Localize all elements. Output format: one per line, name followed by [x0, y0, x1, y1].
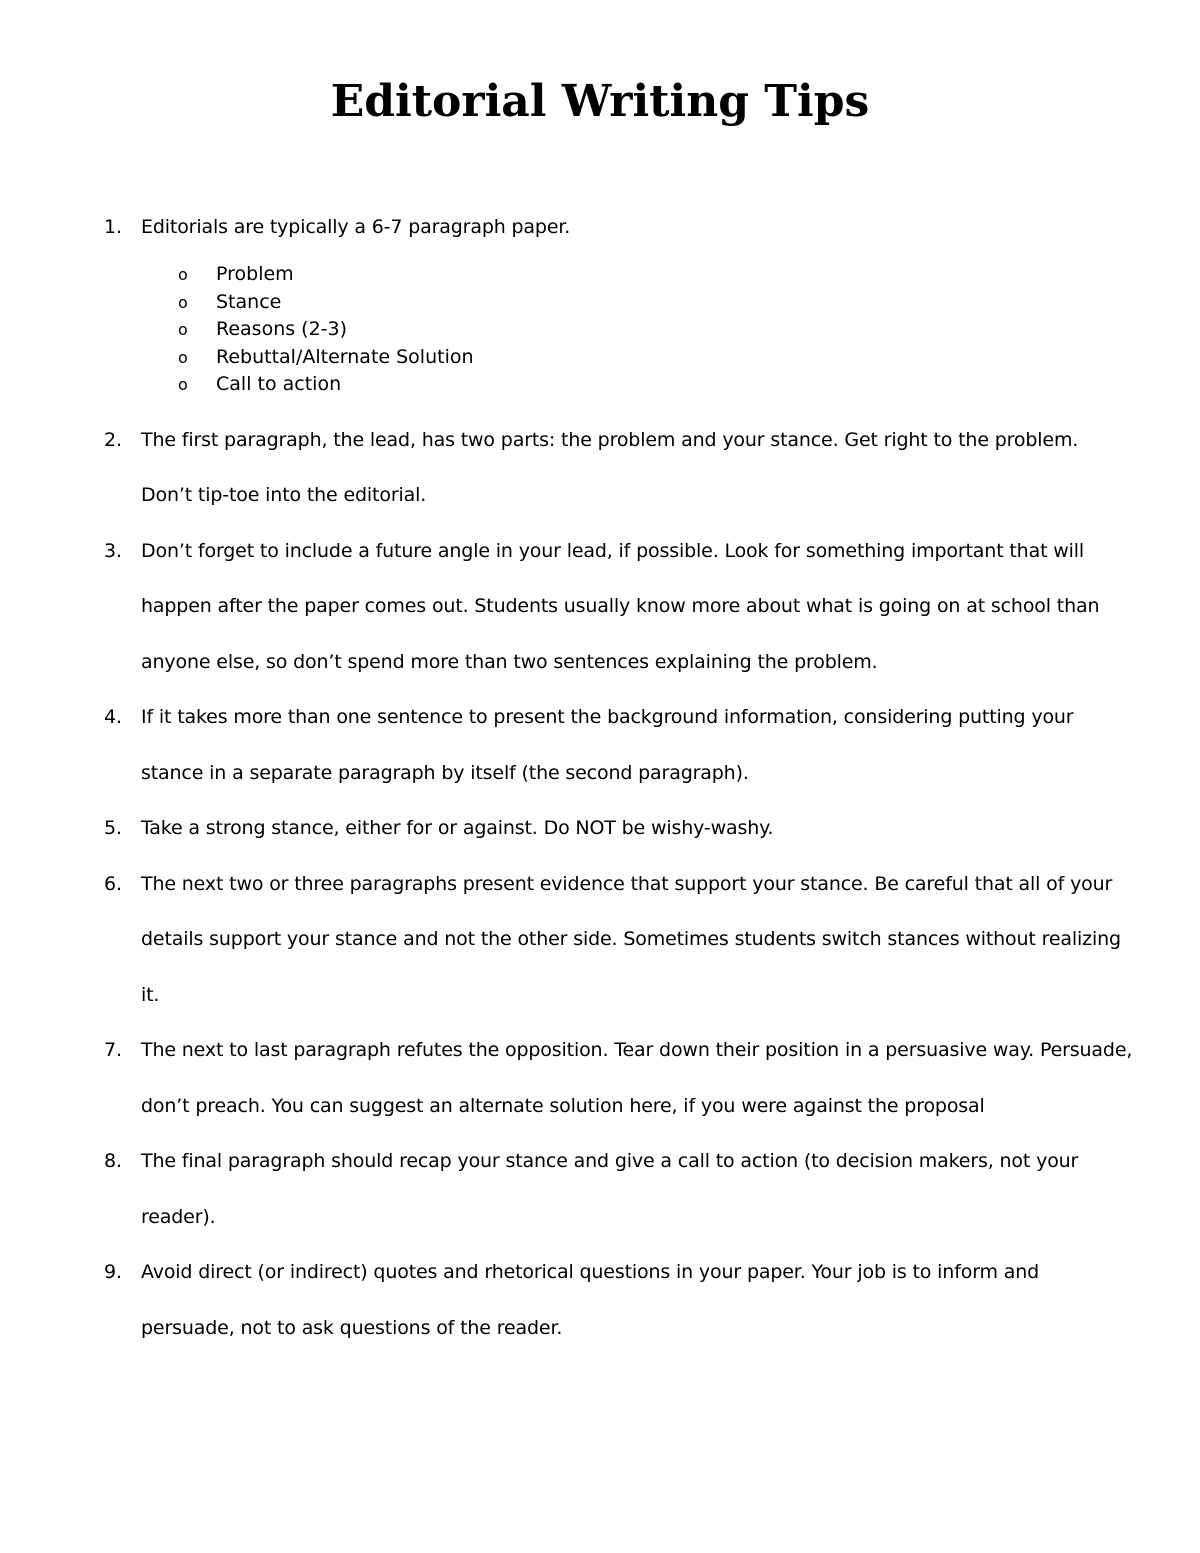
tip-item-6 — [104, 857, 1134, 1024]
sub-item-text: Stance — [216, 290, 282, 313]
tip-number: 7. — [104, 1039, 122, 1062]
tip-number: 8. — [104, 1150, 122, 1173]
sub-item-text: Problem — [216, 263, 294, 285]
sub-item-text: Rebuttal/Alternate Solution — [216, 345, 474, 368]
tip-text: Don’t forget to include a future angle in your lead, if possible. Look for something important that will happen after the paper comes out. Students usually know more about what is going on at school than anyone else, so don’t spend more than two sentences explaining the problem. — [141, 539, 1100, 673]
tip-text: The first paragraph, the lead, has two parts: the problem and your stance. Get right to the problem. Don’t tip-toe into the editorial. — [141, 428, 1079, 507]
tip-item-3 — [104, 524, 1134, 691]
tip-text: The final paragraph should recap your stance and give a call to action (to decision makers, not your reader). — [141, 1150, 1079, 1228]
tip-text: Editorials are typically a 6-7 paragraph paper. — [141, 216, 571, 238]
tip-text: The next two or three paragraphs present evidence that support your stance. Be careful that all of your details support your stance and not the other side. Sometimes students switch stances without realizing it. — [141, 872, 1121, 1006]
tip-item-1 — [104, 207, 1134, 247]
tip-number: 4. — [104, 706, 122, 729]
tip-text: Avoid direct (or indirect) quotes and rhetorical questions in your paper. Your job is to inform and persuade, not to ask questions of the reader. — [141, 1261, 1040, 1339]
tip-item-2 — [104, 413, 1134, 524]
tip-text: The next to last paragraph refutes the opposition. Tear down their position in a persuasive way. Persuade, don’t preach. You can suggest an alternate solution here, if you were against the proposal — [141, 1039, 1133, 1117]
bullet-icon: o — [178, 375, 188, 395]
tip-number: 2. — [104, 428, 122, 451]
tip-number: 6. — [104, 872, 122, 895]
tip-text: Take a strong stance, either for or against. Do NOT be wishy-washy. — [141, 817, 774, 840]
sub-item — [174, 316, 1200, 344]
tip-number: 9. — [104, 1261, 122, 1284]
bullet-icon: o — [178, 265, 188, 284]
bullet-icon: o — [178, 347, 188, 367]
tips-list — [104, 207, 1134, 1356]
tip-number: 5. — [104, 817, 122, 840]
tip-number: 3. — [104, 539, 122, 562]
sub-item — [174, 371, 1200, 399]
bullet-icon: o — [178, 320, 188, 340]
page-title: Editorial Writing Tips — [330, 76, 870, 127]
tip-item-5 — [104, 801, 1134, 857]
tip-item-7 — [104, 1023, 1134, 1134]
sub-item — [174, 289, 1200, 317]
tip-text: If it takes more than one sentence to present the background information, considering putting your stance in a separate paragraph by itself (the second paragraph). — [141, 706, 1074, 784]
tip-item-8 — [104, 1134, 1134, 1245]
tip-number: 1. — [104, 216, 122, 238]
tip-item-4 — [104, 690, 1134, 801]
paragraph-parts-list — [174, 261, 1200, 413]
bullet-icon: o — [178, 292, 188, 312]
sub-item — [174, 344, 1200, 372]
tip-item-9 — [104, 1245, 1134, 1356]
sub-item — [174, 261, 1200, 289]
sub-item-text: Call to action — [216, 373, 342, 396]
sub-item-text: Reasons (2-3) — [216, 318, 348, 341]
